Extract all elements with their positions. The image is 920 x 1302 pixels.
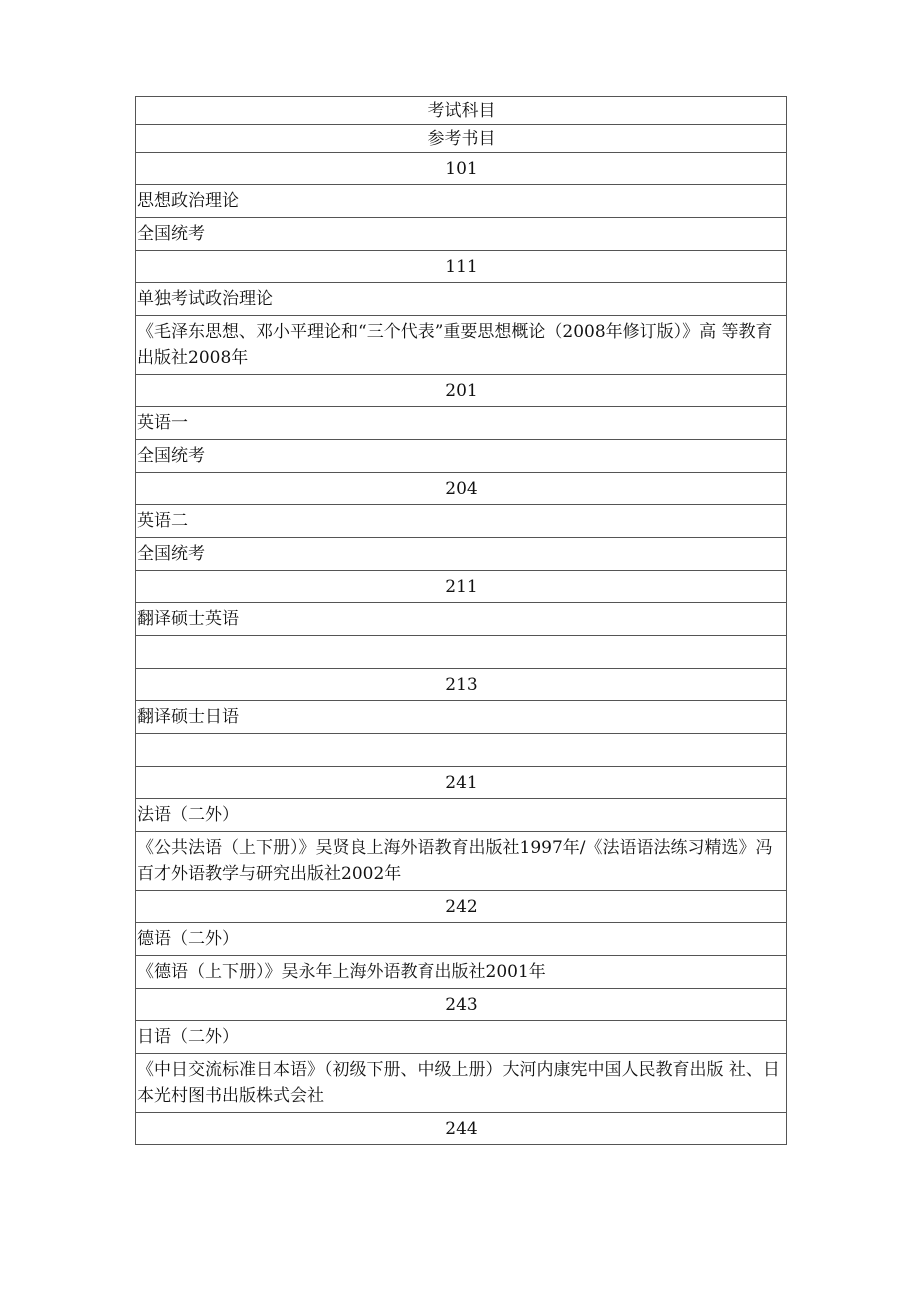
- exam-subjects-table: [135, 96, 787, 1145]
- subject-code: 211: [136, 571, 787, 603]
- header-row: [136, 125, 787, 153]
- subject-code: 242: [136, 891, 787, 923]
- subject-code: 204: [136, 473, 787, 505]
- table-row: [136, 538, 787, 571]
- reference-book: [136, 636, 787, 669]
- table-row: [136, 603, 787, 636]
- subject-name: 英语二: [136, 505, 787, 538]
- subject-code: 213: [136, 669, 787, 701]
- reference-book: 全国统考: [136, 218, 787, 251]
- subject-code: 201: [136, 375, 787, 407]
- table-row: [136, 989, 787, 1021]
- table-row: [136, 767, 787, 799]
- subject-name: 德语（二外）: [136, 923, 787, 956]
- subject-code: 241: [136, 767, 787, 799]
- reference-book: 《公共法语（上下册）》吴贤良上海外语教育出版社1997年/《法语语法练习精选》冯百才外语教学与研究出版社2002年: [136, 832, 787, 891]
- subject-name: 思想政治理论: [136, 185, 787, 218]
- subject-name: 日语（二外）: [136, 1021, 787, 1054]
- subject-name: 翻译硕士英语: [136, 603, 787, 636]
- subject-code: 111: [136, 251, 787, 283]
- reference-book: 《毛泽东思想、邓小平理论和“三个代表”重要思想概论（2008年修订版）》高 等教育出版社2008年: [136, 316, 787, 375]
- table-row: [136, 734, 787, 767]
- table-row: [136, 251, 787, 283]
- table-row: [136, 799, 787, 832]
- table-row: [136, 701, 787, 734]
- header-books: 参考书目: [136, 125, 787, 153]
- table-row: [136, 473, 787, 505]
- table-row: [136, 832, 787, 891]
- table-row: [136, 153, 787, 185]
- table-row: [136, 375, 787, 407]
- table-row: [136, 283, 787, 316]
- header-subject: 考试科目: [136, 97, 787, 125]
- table-row: [136, 505, 787, 538]
- table-row: [136, 571, 787, 603]
- table-row: [136, 956, 787, 989]
- table-row: [136, 440, 787, 473]
- subject-name: 法语（二外）: [136, 799, 787, 832]
- table-row: [136, 218, 787, 251]
- subject-name: 翻译硕士日语: [136, 701, 787, 734]
- table-row: [136, 1113, 787, 1145]
- subject-code: 101: [136, 153, 787, 185]
- header-row: [136, 97, 787, 125]
- table-row: [136, 185, 787, 218]
- reference-book: [136, 734, 787, 767]
- table-row: [136, 669, 787, 701]
- table-row: [136, 891, 787, 923]
- table-row: [136, 316, 787, 375]
- subject-name: 英语一: [136, 407, 787, 440]
- reference-book: 全国统考: [136, 538, 787, 571]
- subject-code: 244: [136, 1113, 787, 1145]
- table-row: [136, 1054, 787, 1113]
- table-row: [136, 923, 787, 956]
- subject-code: 243: [136, 989, 787, 1021]
- reference-book: 《中日交流标准日本语》（初级下册、中级上册）大河内康宪中国人民教育出版 社、日本光村图书出版株式会社: [136, 1054, 787, 1113]
- table-row: [136, 1021, 787, 1054]
- table-row: [136, 636, 787, 669]
- table-row: [136, 407, 787, 440]
- reference-book: 全国统考: [136, 440, 787, 473]
- subject-name: 单独考试政治理论: [136, 283, 787, 316]
- reference-book: 《德语（上下册）》吴永年上海外语教育出版社2001年: [136, 956, 787, 989]
